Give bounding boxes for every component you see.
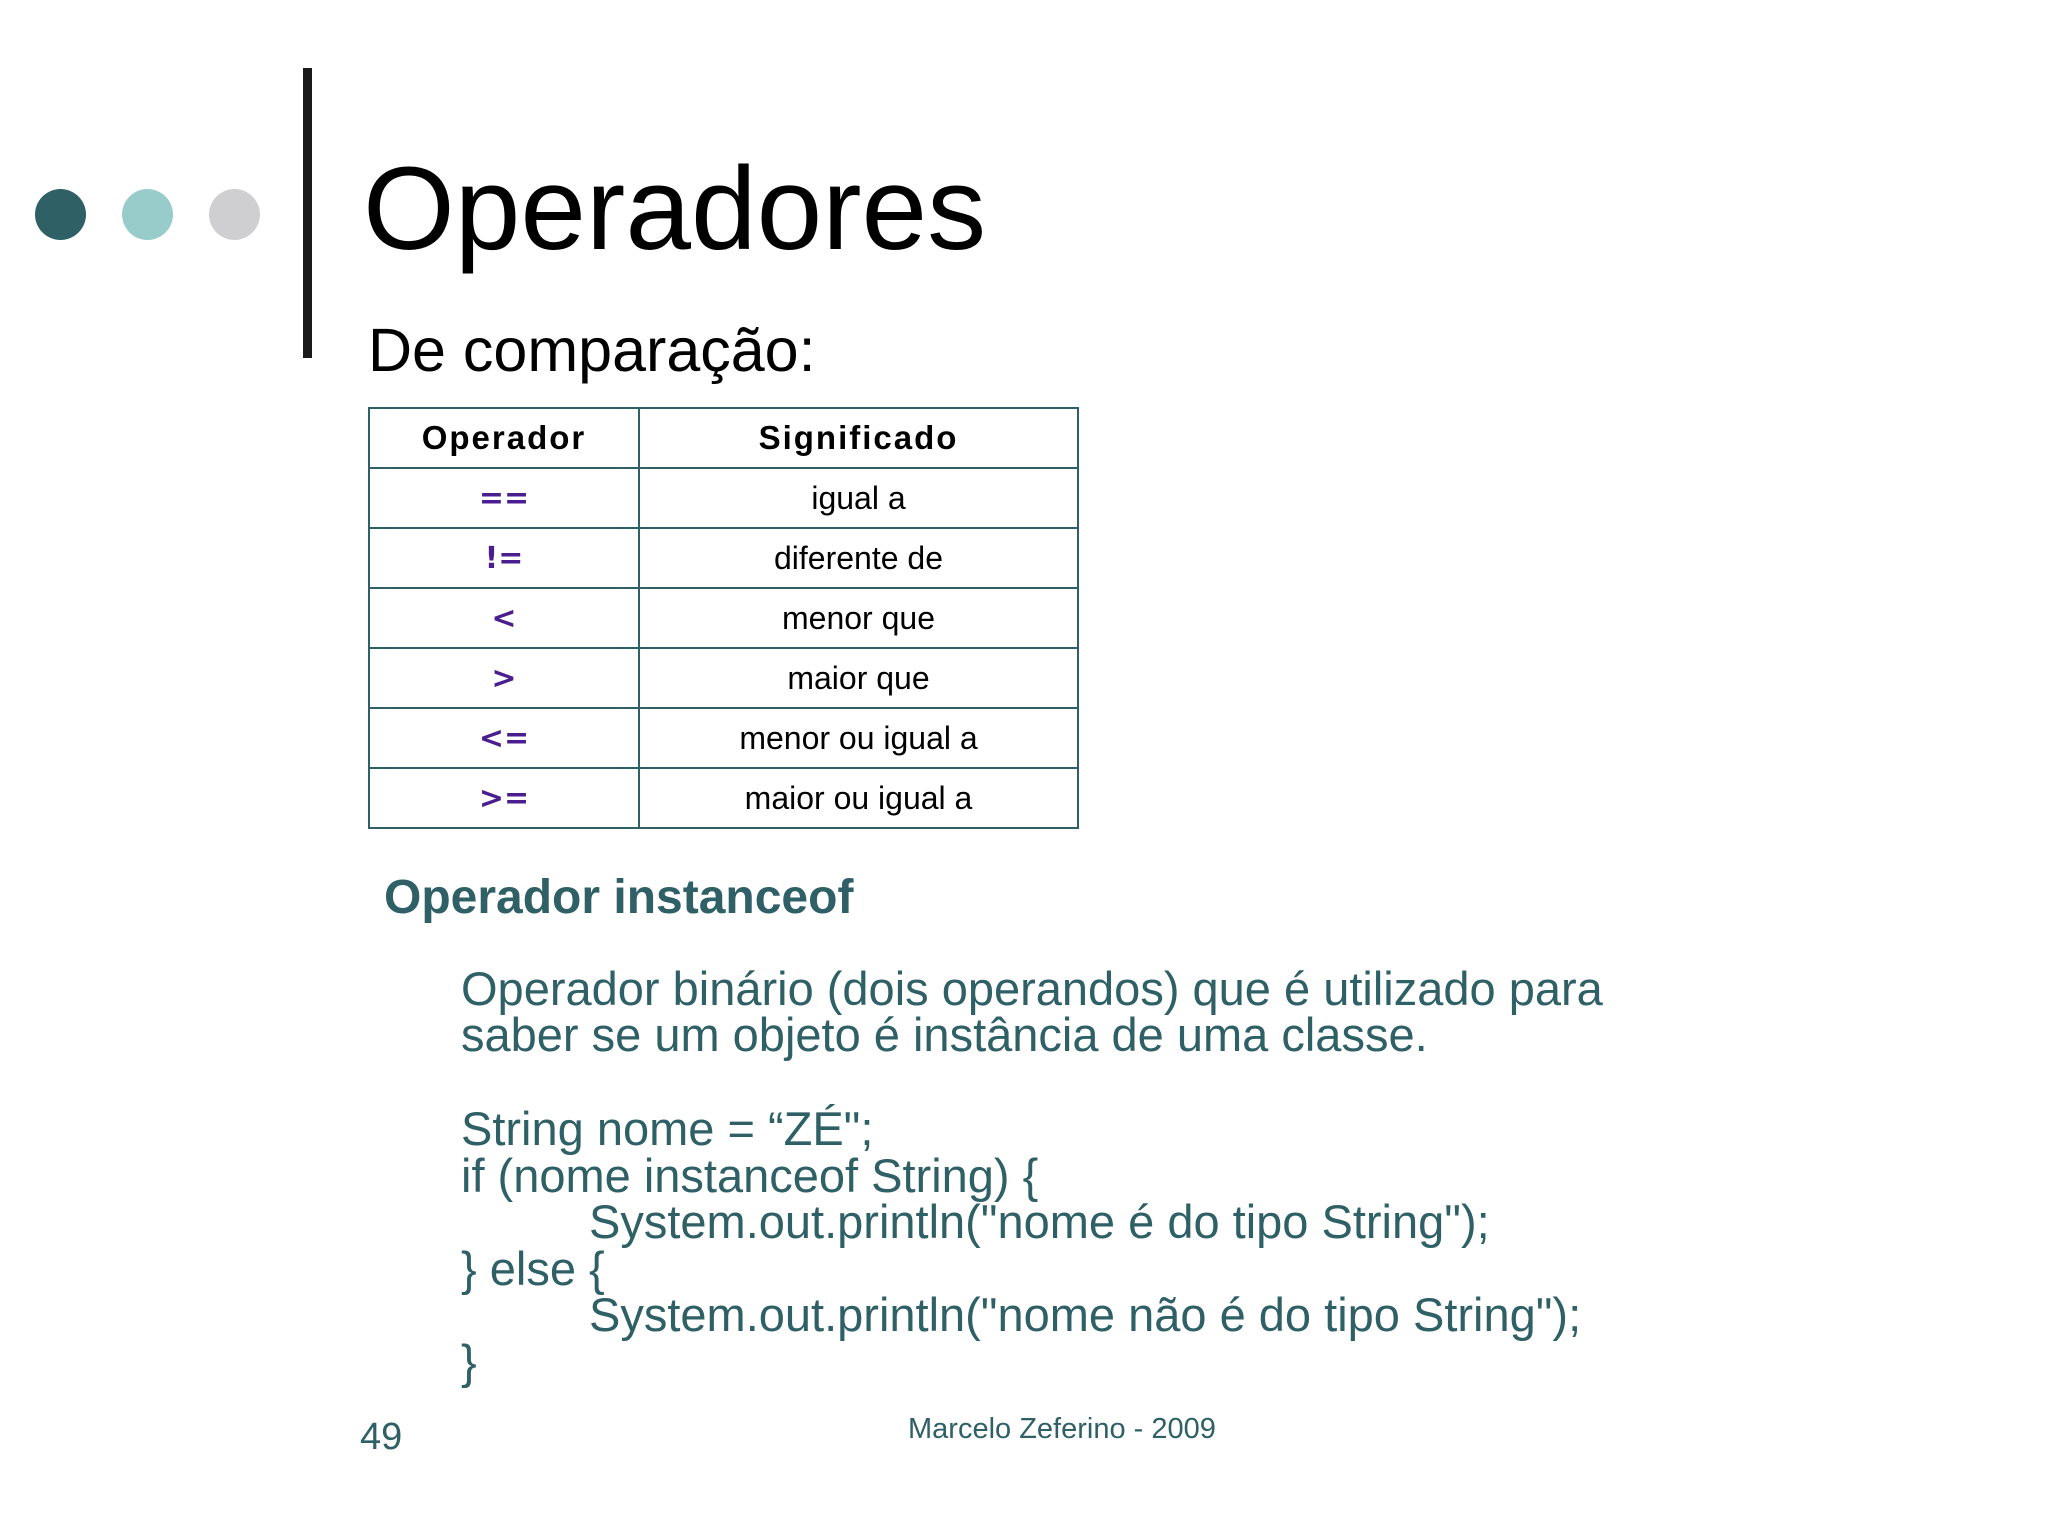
footer-author: Marcelo Zeferino - 2009: [908, 1413, 1216, 1445]
description-line: saber se um objeto é instância de uma classe.: [461, 1008, 1428, 1061]
meaning-cell: maior ou igual a: [639, 768, 1078, 828]
header-operador: Operador: [369, 408, 639, 468]
code-line: System.out.println("nome não é do tipo String");: [589, 1288, 1582, 1341]
decorative-dot-dark: [35, 189, 86, 240]
description-line: Operador binário (dois operandos) que é utilizado para: [461, 962, 1603, 1015]
title-divider-bar: [303, 68, 312, 358]
meaning-cell: diferente de: [639, 528, 1078, 588]
slide-subtitle: De comparação:: [368, 316, 816, 384]
meaning-cell: igual a: [639, 468, 1078, 528]
meaning-cell: menor que: [639, 588, 1078, 648]
code-line: }: [461, 1334, 477, 1388]
operator-cell: >: [369, 648, 639, 708]
table-row: [369, 588, 1078, 648]
table-row: [369, 528, 1078, 588]
code-line: System.out.println("nome é do tipo String");: [589, 1195, 1490, 1248]
operator-cell: <=: [369, 708, 639, 768]
instanceof-description: [461, 962, 1761, 1061]
page-number: 49: [360, 1416, 403, 1458]
code-example: [461, 1102, 1582, 1388]
meaning-cell: maior que: [639, 648, 1078, 708]
meaning-cell: menor ou igual a: [639, 708, 1078, 768]
table-row: [369, 708, 1078, 768]
operator-cell: ==: [369, 468, 639, 528]
operator-cell: <: [369, 588, 639, 648]
table-row: [369, 468, 1078, 528]
code-line: if (nome instanceof String) {: [461, 1148, 1039, 1202]
code-line: } else {: [461, 1241, 605, 1295]
code-line: String nome = “ZÉ";: [461, 1102, 874, 1155]
decorative-dot-teal: [122, 189, 173, 240]
table-row: [369, 768, 1078, 828]
comparison-operators-table: [368, 407, 1079, 829]
slide-title: Operadores: [363, 143, 987, 275]
operator-cell: >=: [369, 768, 639, 828]
header-significado: Significado: [639, 408, 1078, 468]
table-header-row: [369, 408, 1078, 468]
instanceof-heading: Operador instanceof: [384, 871, 854, 924]
operator-cell: !=: [369, 528, 639, 588]
decorative-dot-gray: [209, 189, 260, 240]
table-row: [369, 648, 1078, 708]
